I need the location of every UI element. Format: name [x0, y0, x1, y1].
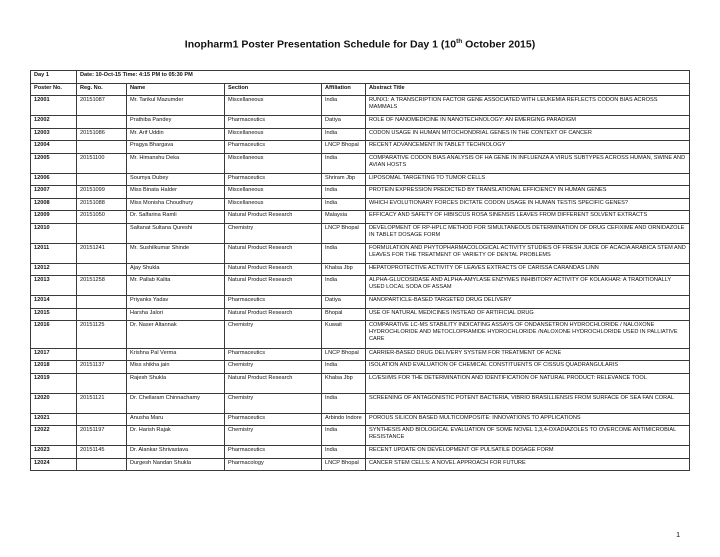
cell-poster-no: 12011: [31, 243, 77, 263]
cell-abstract-title: COMPARATIVE LC-MS STABILITY INDICATING ASSAYS OF ONDANSETRON HYDROCHLORIDE / NALOXONE HYDROCHLORIDE AND METOCLOPRAMIDE HYDROCHLORIDE /NALOXONE HYDROCHLORIDE USED IN PALLIATIVE CARE: [366, 321, 690, 349]
cell-reg-no: [77, 263, 127, 276]
cell-affiliation: India: [322, 153, 366, 173]
cell-abstract-title: HEPATOPROTECTIVE ACTIVITY OF LEAVES EXTRACTS OF CARISSA CARANDAS LINN: [366, 263, 690, 276]
cell-poster-no: 12013: [31, 276, 77, 296]
cell-reg-no: [77, 223, 127, 243]
cell-name: Krishna Pal Verma: [127, 348, 225, 361]
table-row: [31, 348, 690, 361]
table-row: [31, 243, 690, 263]
cell-abstract-title: FORMULATION AND PHYTOPHARMACOLOGICAL ACTIVITY STUDIES OF FRESH JUICE OF ACACIA ARABICA STEM AND LEAVES FOR THE TREATMENT OF VARIETY OF DENTAL PROBLEMS: [366, 243, 690, 263]
cell-abstract-title: LIPOSOMAL TARGETING TO TUMOR CELLS: [366, 173, 690, 186]
cell-poster-no: 12006: [31, 173, 77, 186]
cell-reg-no: 20151197: [77, 426, 127, 446]
table-row: [31, 296, 690, 309]
table-row: [31, 186, 690, 199]
cell-section: Natural Product Research: [225, 308, 322, 321]
cell-reg-no: 20151145: [77, 446, 127, 459]
col-header-section: Section: [225, 83, 322, 96]
cell-reg-no: 20151100: [77, 153, 127, 173]
cell-name: Miss Monisha Choudhury: [127, 198, 225, 211]
cell-name: Soumya Dubey: [127, 173, 225, 186]
cell-affiliation: Khalsa Jbp: [322, 263, 366, 276]
cell-abstract-title: EFFICACY AND SAFETY OF HIBISCUS ROSA SINENSIS LEAVES FROM DIFFERENT SOLVENT EXTRACTS: [366, 211, 690, 224]
table-row: [31, 141, 690, 154]
day-row: [31, 71, 690, 84]
cell-name: Dr. Naser Altannak: [127, 321, 225, 349]
cell-poster-no: 12016: [31, 321, 77, 349]
cell-poster-no: 12003: [31, 128, 77, 141]
table-row: [31, 263, 690, 276]
cell-abstract-title: CODON USAGE IN HUMAN MITOCHONDRIAL GENES IN THE CONTEXT OF CANCER: [366, 128, 690, 141]
cell-abstract-title: SCREENING OF ANTAGONISTIC POTENT BACTERIA, VIBRIO BRASILLIENSIS FROM SURFACE OF SEA FAN CORAL: [366, 393, 690, 413]
cell-section: Pharmaceutics: [225, 413, 322, 426]
cell-affiliation: India: [322, 198, 366, 211]
table-row: [31, 426, 690, 446]
cell-affiliation: India: [322, 393, 366, 413]
cell-section: Natural Product Research: [225, 373, 322, 393]
page-number: 1: [676, 530, 681, 539]
cell-section: Pharmaceutics: [225, 141, 322, 154]
cell-section: Chemistry: [225, 361, 322, 374]
cell-abstract-title: WHICH EVOLUTIONARY FORCES DICTATE CODON USAGE IN HUMAN TESTIS SPECIFIC GENES?: [366, 198, 690, 211]
table-row: [31, 223, 690, 243]
cell-poster-no: 12022: [31, 426, 77, 446]
cell-reg-no: 20151241: [77, 243, 127, 263]
cell-name: Harsha Jalori: [127, 308, 225, 321]
cell-name: Pragya Bhargava: [127, 141, 225, 154]
day-info: Date: 10-Oct-15 Time: 4:15 PM to 05:30 PM: [77, 71, 690, 84]
cell-abstract-title: DEVELOPMENT OF RP-HPLC METHOD FOR SIMULTANEOUS DETERMINATION OF DRUG CEFIXIME AND ORNIDAZOLE IN TABLET DOSAGE FORM: [366, 223, 690, 243]
cell-poster-no: 12023: [31, 446, 77, 459]
cell-affiliation: India: [322, 426, 366, 446]
page-title: Inopharm1 Poster Presentation Schedule for Day 1 (10th October 2015): [184, 38, 536, 51]
cell-name: Rajesh Shukla: [127, 373, 225, 393]
cell-name: Mr. Pallab Kalita: [127, 276, 225, 296]
cell-section: Miscellaneous: [225, 198, 322, 211]
cell-reg-no: 20151050: [77, 211, 127, 224]
cell-poster-no: 12001: [31, 96, 77, 116]
schedule-table: [30, 70, 690, 471]
cell-affiliation: Datiya: [322, 296, 366, 309]
cell-reg-no: 20151087: [77, 96, 127, 116]
cell-affiliation: LNCP Bhopal: [322, 223, 366, 243]
cell-affiliation: India: [322, 243, 366, 263]
cell-name: Mr. Arif Uddin: [127, 128, 225, 141]
cell-affiliation: Kuwait: [322, 321, 366, 349]
cell-poster-no: 12008: [31, 198, 77, 211]
table-row: [31, 361, 690, 374]
cell-reg-no: [77, 141, 127, 154]
cell-affiliation: India: [322, 128, 366, 141]
cell-poster-no: 12004: [31, 141, 77, 154]
col-header-poster-no: Poster No.: [31, 83, 77, 96]
cell-section: Pharmaceutics: [225, 116, 322, 129]
cell-name: Prathiba Pandey: [127, 116, 225, 129]
cell-poster-no: 12014: [31, 296, 77, 309]
cell-section: Miscellaneous: [225, 186, 322, 199]
cell-section: Chemistry: [225, 223, 322, 243]
cell-section: Miscellaneous: [225, 96, 322, 116]
cell-abstract-title: RECENT ADVANCEMENT IN TABLET TECHNOLOGY: [366, 141, 690, 154]
table-row: [31, 116, 690, 129]
cell-affiliation: Bhopal: [322, 308, 366, 321]
cell-abstract-title: RUNX1: A TRANSCRIPTION FACTOR GENE ASSOCIATED WITH LEUKEMIA REFLECTS CODON BIAS ACROSS MAMMALS: [366, 96, 690, 116]
table-row: [31, 308, 690, 321]
table-row: [31, 446, 690, 459]
table-row: [31, 413, 690, 426]
cell-abstract-title: SYNTHESIS AND BIOLOGICAL EVALUATION OF SOME NOVEL 1,3,4-OXADIAZOLES TO OVERCOME ANTIMICROBIAL RESISTANCE: [366, 426, 690, 446]
cell-abstract-title: USE OF NATURAL MEDICINES INSTEAD OF ARTIFICIAL DRUG: [366, 308, 690, 321]
cell-abstract-title: PROTEIN EXPRESSION PREDICTED BY TRANSLATIONAL EFFICIENCY IN HUMAN GENES: [366, 186, 690, 199]
cell-abstract-title: ISOLATION AND EVALUATION OF CHEMICAL CONSTITUENTS OF CISSUS QUADRANGULARIS: [366, 361, 690, 374]
cell-poster-no: 12017: [31, 348, 77, 361]
table-row: [31, 276, 690, 296]
cell-section: Chemistry: [225, 426, 322, 446]
cell-section: Natural Product Research: [225, 276, 322, 296]
cell-affiliation: India: [322, 186, 366, 199]
table-row: [31, 458, 690, 471]
cell-poster-no: 12007: [31, 186, 77, 199]
col-header-abstract-title: Abstract Title: [366, 83, 690, 96]
table-row: [31, 373, 690, 393]
table-row: [31, 211, 690, 224]
cell-reg-no: 20151121: [77, 393, 127, 413]
cell-name: Dr. Alankar Shrivastava: [127, 446, 225, 459]
cell-reg-no: [77, 348, 127, 361]
cell-affiliation: Malaysia: [322, 211, 366, 224]
cell-reg-no: 20151137: [77, 361, 127, 374]
cell-affiliation: India: [322, 96, 366, 116]
cell-poster-no: 12009: [31, 211, 77, 224]
cell-abstract-title: LC/ESI/MS FOR THE DETERMINATION AND IDENTIFICATION OF NATURAL PRODUCT: RELEVANCE TOOL: [366, 373, 690, 393]
cell-affiliation: Shriram Jbp: [322, 173, 366, 186]
cell-poster-no: 12012: [31, 263, 77, 276]
table-row: [31, 96, 690, 116]
cell-abstract-title: NANOPARTICLE-BASED TARGETED DRUG DELIVERY: [366, 296, 690, 309]
cell-name: Priyanks Yadav: [127, 296, 225, 309]
table-row: [31, 128, 690, 141]
cell-poster-no: 12021: [31, 413, 77, 426]
cell-name: Mr. Sushilkumar Shinde: [127, 243, 225, 263]
cell-poster-no: 12024: [31, 458, 77, 471]
cell-reg-no: [77, 373, 127, 393]
cell-poster-no: 12002: [31, 116, 77, 129]
cell-section: Miscellaneous: [225, 153, 322, 173]
cell-reg-no: [77, 413, 127, 426]
cell-reg-no: [77, 296, 127, 309]
cell-reg-no: [77, 116, 127, 129]
cell-reg-no: 20151125: [77, 321, 127, 349]
cell-poster-no: 12010: [31, 223, 77, 243]
cell-name: Dr. Chellaram Chinnachamy: [127, 393, 225, 413]
table-row: [31, 173, 690, 186]
cell-name: Anusha Maru: [127, 413, 225, 426]
cell-section: Miscellaneous: [225, 128, 322, 141]
col-header-name: Name: [127, 83, 225, 96]
cell-section: Pharmacology: [225, 458, 322, 471]
cell-poster-no: 12015: [31, 308, 77, 321]
cell-reg-no: 20151088: [77, 198, 127, 211]
cell-affiliation: LNCP Bhopal: [322, 141, 366, 154]
cell-section: Pharmaceutics: [225, 348, 322, 361]
cell-name: Mr. Himanshu Deka: [127, 153, 225, 173]
cell-name: Durgesh Nandan Shukla: [127, 458, 225, 471]
table-row: [31, 198, 690, 211]
cell-abstract-title: ALPHA-GLUCOSIDASE AND ALPHA-AMYLASE ENZYMES INHIBITORY ACTIVITY OF KOLAKHAR: A TRADITIONALLY USED LOCAL SODA OF ASSAM: [366, 276, 690, 296]
cell-abstract-title: CARRIER-BASED DRUG DELIVERY SYSTEM FOR TREATMENT OF ACNE: [366, 348, 690, 361]
day-label: Day 1: [31, 71, 77, 84]
cell-affiliation: Arbindo Indore: [322, 413, 366, 426]
cell-section: Pharmaceutics: [225, 173, 322, 186]
cell-reg-no: 20151258: [77, 276, 127, 296]
cell-section: Pharmaceutics: [225, 446, 322, 459]
cell-reg-no: 20151099: [77, 186, 127, 199]
cell-section: Chemistry: [225, 393, 322, 413]
cell-abstract-title: COMPARATIVE CODON BIAS ANALYSIS OF HA GENE IN INFLUENZA A VIRUS SUBTYPES ACROSS HUMAN, SWINE AND AVIAN HOSTS: [366, 153, 690, 173]
cell-reg-no: [77, 173, 127, 186]
cell-affiliation: LNCP Bhopal: [322, 348, 366, 361]
cell-abstract-title: RECENT UPDATE ON DEVELOPMENT OF PULSATILE DOSAGE FORM: [366, 446, 690, 459]
col-header-reg-no: Reg. No.: [77, 83, 127, 96]
col-header-affiliation: Affiliation: [322, 83, 366, 96]
cell-name: Miss Binata Halder: [127, 186, 225, 199]
cell-reg-no: [77, 458, 127, 471]
cell-name: Dr. Salfarina Ramli: [127, 211, 225, 224]
cell-name: Dr. Harish Rajak: [127, 426, 225, 446]
cell-affiliation: India: [322, 446, 366, 459]
cell-abstract-title: CANCER STEM CELLS: A NOVEL APPROACH FOR FUTURE: [366, 458, 690, 471]
table-row: [31, 321, 690, 349]
cell-section: Natural Product Research: [225, 211, 322, 224]
cell-section: Chemistry: [225, 321, 322, 349]
cell-abstract-title: POROUS SILICON BASED MULTICOMPOSITE: INNOVATIONS TO APPLICATIONS: [366, 413, 690, 426]
cell-reg-no: [77, 308, 127, 321]
cell-abstract-title: ROLE OF NANOMEDICINE IN NANOTECHNOLOGY: AN EMERGING PARADIGM: [366, 116, 690, 129]
cell-affiliation: India: [322, 276, 366, 296]
cell-name: Saltanat Sultana Qureshi: [127, 223, 225, 243]
cell-reg-no: 20151086: [77, 128, 127, 141]
header-row: [31, 83, 690, 96]
cell-poster-no: 12018: [31, 361, 77, 374]
cell-affiliation: Khalsa Jbp: [322, 373, 366, 393]
table-row: [31, 153, 690, 173]
cell-poster-no: 12019: [31, 373, 77, 393]
cell-name: Ajay Shukla: [127, 263, 225, 276]
table-row: [31, 393, 690, 413]
cell-name: Miss shikha jain: [127, 361, 225, 374]
cell-poster-no: 12020: [31, 393, 77, 413]
cell-affiliation: India: [322, 361, 366, 374]
cell-section: Natural Product Research: [225, 263, 322, 276]
cell-poster-no: 12005: [31, 153, 77, 173]
cell-section: Natural Product Research: [225, 243, 322, 263]
cell-affiliation: Datiya: [322, 116, 366, 129]
cell-name: Mr. Tarikul Mazumder: [127, 96, 225, 116]
cell-affiliation: LNCP Bhopal: [322, 458, 366, 471]
cell-section: Pharmaceutics: [225, 296, 322, 309]
